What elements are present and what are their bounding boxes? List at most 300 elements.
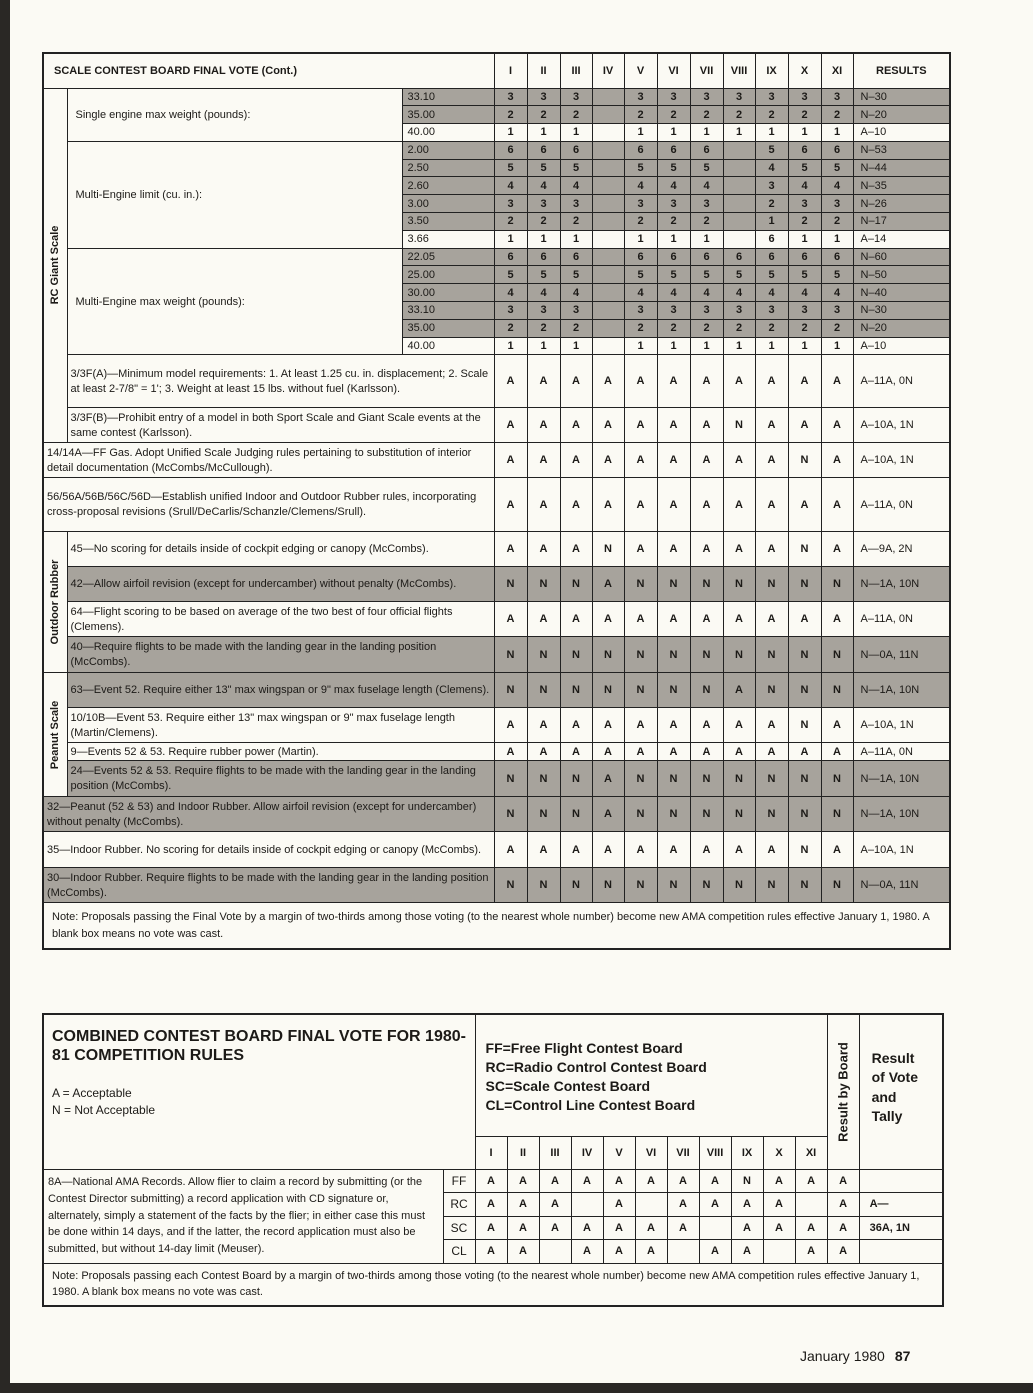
vote-cell: 3 [723,88,755,106]
vote-cell: 1 [494,337,527,355]
scale-table-title: SCALE CONTEST BOARD FINAL VOTE (Cont.) [43,53,494,88]
board-vote-cell: N [731,1169,763,1193]
vote-cell: A [560,832,592,868]
vote-cell: N [592,673,624,708]
vote-cell: A [657,708,690,743]
board-vote-cell: A [539,1216,571,1240]
board-result: A [827,1169,859,1193]
col-header: IX [755,53,788,88]
vote-cell: A [527,532,560,567]
parameter-result: A–10 [853,124,950,142]
vote-cell: 1 [821,337,853,355]
table-row [43,868,950,903]
col-header: IV [592,53,624,88]
parameter-option: 40.00 [402,124,494,142]
board-result: A [827,1216,859,1240]
results-header: RESULTS [853,53,950,88]
vote-cell: 2 [494,319,527,337]
vote-cell [592,124,624,142]
vote-cell: 1 [494,124,527,142]
vote-cell: A [690,443,723,478]
result-by-board-header: Result by Board [835,1041,851,1142]
vote-cell: A [821,532,853,567]
vote-cell: 1 [527,230,560,248]
vote-cell: N [755,797,788,832]
vote-cell: 2 [560,106,592,124]
parameter-option: 35.00 [402,106,494,124]
vote-cell: 6 [821,248,853,266]
board-vote-cell: A [667,1193,699,1217]
vote-cell: 3 [624,195,657,213]
parameter-option: 40.00 [402,337,494,355]
vote-cell: 6 [755,230,788,248]
board-label: CL [443,1240,475,1264]
proposal-result: A–10A, 1N [853,832,950,868]
vote-cell: N [592,637,624,673]
combined-title-row [43,1014,943,1136]
vote-cell: A [494,832,527,868]
vote-cell: A [821,478,853,532]
vote-cell: 5 [690,159,723,177]
board-vote-cell: A [475,1193,507,1217]
vote-cell: 2 [821,213,853,231]
vote-cell: N [560,761,592,797]
vote-cell: N [690,797,723,832]
board-vote-cell: A [635,1216,667,1240]
vote-cell: A [560,408,592,443]
vote-cell: A [657,408,690,443]
parameter-option: 3.66 [402,230,494,248]
table-row [43,567,950,602]
vote-cell: 3 [657,88,690,106]
page-bottom-edge [0,1383,1033,1393]
table-row [43,673,950,708]
board-vote-cell: A [507,1169,539,1193]
page-edge [0,0,10,1393]
result-by-board-header-cell [827,1014,859,1169]
vote-cell: 2 [624,213,657,231]
vote-cell: A [657,602,690,637]
vote-cell: 1 [690,230,723,248]
vote-cell: A [560,708,592,743]
vote-cell: 4 [494,284,527,302]
vote-cell: N [527,637,560,673]
vote-cell: A [527,408,560,443]
vote-cell: N [788,637,821,673]
vote-cell: N [494,761,527,797]
vote-cell: 1 [624,337,657,355]
vote-cell: A [657,355,690,408]
vote-cell: N [690,761,723,797]
board-vote-cell: A [763,1169,795,1193]
vote-cell: 1 [690,337,723,355]
vote-cell: 2 [657,319,690,337]
vote-cell: 1 [821,230,853,248]
vote-cell: 1 [723,124,755,142]
vote-cell [592,141,624,159]
vote-cell: N [755,567,788,602]
vote-cell: A [560,443,592,478]
table-row [43,141,950,159]
vote-cell: 3 [821,195,853,213]
vote-cell: N [560,673,592,708]
board-label: SC [443,1216,475,1240]
parameter-label: Multi-Engine limit (cu. in.): [67,141,402,248]
vote-cell: A [527,443,560,478]
vote-cell: 3 [657,195,690,213]
vote-cell: A [755,408,788,443]
vote-cell: N [690,567,723,602]
vote-cell: N [755,761,788,797]
scale-table-header-row [43,53,950,88]
vote-cell: N [657,567,690,602]
vote-cell: 5 [788,266,821,284]
vote-cell: A [592,602,624,637]
vote-cell: N [657,797,690,832]
parameter-result: N–44 [853,159,950,177]
vote-cell: N [592,868,624,903]
vote-cell: 6 [788,248,821,266]
vote-cell: A [527,708,560,743]
vote-cell: 5 [624,266,657,284]
proposal-description: 10/10B—Event 53. Require either 13" max wingspan or 9" max fuselage length (Martin/Clemens). [67,708,494,743]
proposal-description: 3/3F(A)—Minimum model requirements: 1. At least 1.25 cu. in. displacement; 2. Scale at least 2-7/8" = 1'; 3. Weight at least 15 lbs. without fuel (Karlsson). [67,355,494,408]
vote-cell: 1 [560,124,592,142]
vote-cell: A [723,602,755,637]
proposal-result: A—9A, 2N [853,532,950,567]
combined-col-header: X [763,1136,795,1169]
vote-cell: N [527,567,560,602]
vote-cell: A [624,532,657,567]
vote-cell: N [494,673,527,708]
vote-cell: N [788,708,821,743]
vote-cell: N [723,637,755,673]
vote-cell: N [821,797,853,832]
vote-cell: A [494,532,527,567]
vote-cell: 2 [755,319,788,337]
outdoor-rubber-group-cell [43,532,67,673]
combined-col-header: IV [571,1136,603,1169]
page-footer [800,1348,910,1364]
board-vote-cell: A [699,1240,731,1264]
vote-cell: A [494,478,527,532]
vote-cell: 2 [755,195,788,213]
scale-contest-table [42,52,951,950]
vote-cell: 6 [527,141,560,159]
vote-cell: 3 [657,302,690,320]
parameter-option: 2.50 [402,159,494,177]
combined-col-header: I [475,1136,507,1169]
col-header: I [494,53,527,88]
table-row [43,408,950,443]
parameter-result: N–30 [853,302,950,320]
board-vote-cell: A [571,1169,603,1193]
vote-cell: A [690,743,723,761]
vote-cell: 6 [657,248,690,266]
vote-cell: 2 [560,319,592,337]
vote-cell: 3 [788,195,821,213]
vote-cell: 2 [494,106,527,124]
vote-cell: 3 [560,88,592,106]
vote-cell: 3 [723,302,755,320]
vote-cell: A [560,355,592,408]
board-vote-cell: A [507,1216,539,1240]
vote-cell: A [690,478,723,532]
board-vote-cell: A [635,1240,667,1264]
vote-cell: 1 [624,124,657,142]
vote-cell: A [755,478,788,532]
vote-cell: A [592,761,624,797]
table-row [43,478,950,532]
vote-cell: 6 [560,248,592,266]
board-key [476,1015,827,1115]
table-row [43,761,950,797]
vote-cell: 3 [560,195,592,213]
parameter-option: 33.10 [402,302,494,320]
combined-col-header: XI [795,1136,827,1169]
vote-cell: N [527,761,560,797]
vote-cell [592,159,624,177]
vote-cell: 4 [821,284,853,302]
vote-cell: 3 [494,88,527,106]
vote-cell: N [788,832,821,868]
result-of-vote-header-cell [859,1014,943,1169]
parameter-label: Multi-Engine max weight (pounds): [67,248,402,355]
vote-cell: N [723,567,755,602]
board-vote-cell: A [603,1216,635,1240]
vote-cell: 1 [690,124,723,142]
board-result: A [827,1240,859,1264]
vote-cell: 5 [527,159,560,177]
vote-cell: 4 [657,284,690,302]
vote-cell: 1 [788,337,821,355]
tally-line-1: A— [859,1193,943,1217]
board-label: RC [443,1193,475,1217]
vote-cell: A [657,832,690,868]
board-key-cl: CL=Control Line Contest Board [485,1096,696,1113]
vote-cell: N [788,443,821,478]
vote-cell: A [527,602,560,637]
board-vote-cell [539,1240,571,1264]
vote-cell: A [592,408,624,443]
vote-cell: N [560,868,592,903]
table-row [43,88,950,106]
vote-cell: 1 [527,337,560,355]
vote-cell [592,319,624,337]
vote-cell: 5 [494,266,527,284]
vote-cell: 2 [657,106,690,124]
vote-cell: 6 [527,248,560,266]
board-vote-cell: A [603,1240,635,1264]
vote-cell: 2 [821,319,853,337]
vote-cell: A [624,478,657,532]
vote-cell: 5 [755,266,788,284]
proposal-result: N—0A, 11N [853,637,950,673]
board-vote-cell: A [507,1193,539,1217]
vote-cell: N [560,637,592,673]
parameter-option: 2.60 [402,177,494,195]
vote-cell: A [755,832,788,868]
vote-cell: 4 [560,284,592,302]
board-vote-cell: A [475,1240,507,1264]
proposal-result: A–10A, 1N [853,408,950,443]
vote-cell [723,141,755,159]
vote-cell: A [624,743,657,761]
combined-col-header: III [539,1136,571,1169]
vote-cell: 6 [755,248,788,266]
vote-cell: 5 [560,266,592,284]
vote-cell: A [592,567,624,602]
vote-cell: A [494,743,527,761]
combined-note-row [43,1263,943,1306]
board-vote-cell: A [475,1216,507,1240]
vote-cell: N [527,868,560,903]
vote-cell: 6 [821,141,853,159]
vote-cell: A [723,743,755,761]
legend-acceptable: A = Acceptable [52,1086,132,1101]
col-header: X [788,53,821,88]
parameter-result: N–40 [853,284,950,302]
vote-cell: N [657,637,690,673]
combined-col-header: IX [731,1136,763,1169]
combined-col-header: VIII [699,1136,731,1169]
vote-cell: 4 [560,177,592,195]
col-header: XI [821,53,853,88]
vote-cell: 3 [527,195,560,213]
vote-cell: N [788,761,821,797]
vote-cell: 6 [624,248,657,266]
vote-cell: N [755,673,788,708]
vote-cell: 2 [527,213,560,231]
proposal-description: 64—Flight scoring to be based on average of the two best of four official flights (Clemens). [67,602,494,637]
vote-cell: A [527,478,560,532]
board-vote-cell [699,1216,731,1240]
vote-cell: N [821,567,853,602]
vote-cell: N [821,761,853,797]
proposal-result: A–11A, 0N [853,355,950,408]
board-label: FF [443,1169,475,1193]
vote-cell: 6 [657,141,690,159]
proposal-description: 40—Require flights to be made with the landing gear in the landing position (McCombs). [67,637,494,673]
vote-cell: N [690,868,723,903]
vote-cell: N [494,567,527,602]
proposal-result: A–11A, 0N [853,602,950,637]
vote-cell: 4 [755,159,788,177]
vote-cell: 3 [788,88,821,106]
parameter-result: N–50 [853,266,950,284]
col-header: III [560,53,592,88]
vote-cell [723,230,755,248]
vote-cell: 4 [723,284,755,302]
parameter-option: 35.00 [402,319,494,337]
proposal-result: N—1A, 10N [853,673,950,708]
board-vote-cell: A [475,1169,507,1193]
vote-cell: 4 [821,177,853,195]
vote-cell: 5 [527,266,560,284]
board-vote-cell [763,1240,795,1264]
vote-cell: A [690,532,723,567]
vote-cell [592,177,624,195]
vote-cell: A [723,832,755,868]
table-row [43,743,950,761]
vote-cell: N [494,868,527,903]
vote-cell: A [527,355,560,408]
vote-cell: A [821,355,853,408]
vote-cell: N [788,797,821,832]
board-vote-cell [571,1193,603,1217]
board-vote-cell: A [667,1169,699,1193]
vote-cell: A [494,708,527,743]
vote-cell: 3 [755,302,788,320]
vote-cell: A [624,408,657,443]
vote-cell: 3 [624,88,657,106]
vote-cell: A [624,832,657,868]
board-vote-cell: A [603,1169,635,1193]
parameter-result: N–53 [853,141,950,159]
board-key-rc: RC=Radio Control Contest Board [485,1058,707,1075]
board-vote-cell: A [699,1193,731,1217]
vote-cell: 6 [494,141,527,159]
vote-cell: 6 [690,141,723,159]
vote-cell: A [657,532,690,567]
board-vote-cell [795,1193,827,1217]
col-header: VII [690,53,723,88]
result-of-vote-header: Result of Vote and Tally [871,1049,918,1125]
vote-cell [592,302,624,320]
board-vote-cell: A [667,1216,699,1240]
vote-cell [723,159,755,177]
board-vote-cell: A [571,1216,603,1240]
vote-cell: A [560,532,592,567]
vote-cell: 6 [723,248,755,266]
combined-col-header: VII [667,1136,699,1169]
vote-cell: 2 [560,213,592,231]
vote-cell [723,177,755,195]
vote-cell: A [560,478,592,532]
proposal-description: 35—Indoor Rubber. No scoring for details inside of cockpit edging or canopy (McCombs). [43,832,494,868]
vote-cell [592,248,624,266]
vote-cell: 2 [821,106,853,124]
combined-table-note: Note: Proposals passing each Contest Board by a margin of two-thirds among those voting (to the nearest whole number) become new AMA competition rules effective January 1, 1980. A blank box means no vote was cast. [43,1263,943,1306]
vote-cell: 3 [690,195,723,213]
vote-cell: A [788,602,821,637]
vote-cell: 1 [527,124,560,142]
board-vote-cell: A [539,1193,571,1217]
proposal-result: N—1A, 10N [853,761,950,797]
vote-cell: 1 [657,337,690,355]
vote-cell: 1 [755,213,788,231]
vote-cell: A [788,743,821,761]
proposal-description: 9—Events 52 & 53. Require rubber power (Martin). [67,743,494,761]
board-vote-cell: A [795,1216,827,1240]
combined-board-table [42,1013,944,1307]
vote-cell: 1 [755,124,788,142]
vote-cell: N [560,797,592,832]
vote-cell: 5 [560,159,592,177]
table-row [43,355,950,408]
vote-cell: 4 [788,284,821,302]
vote-cell: 1 [624,230,657,248]
vote-cell: N [723,868,755,903]
vote-cell: 2 [527,106,560,124]
parameter-option: 33.10 [402,88,494,106]
col-header: V [624,53,657,88]
vote-cell: A [723,478,755,532]
board-key-ff: FF=Free Flight Contest Board [485,1040,683,1056]
vote-cell [592,195,624,213]
vote-cell: 2 [690,319,723,337]
vote-cell: N [788,567,821,602]
